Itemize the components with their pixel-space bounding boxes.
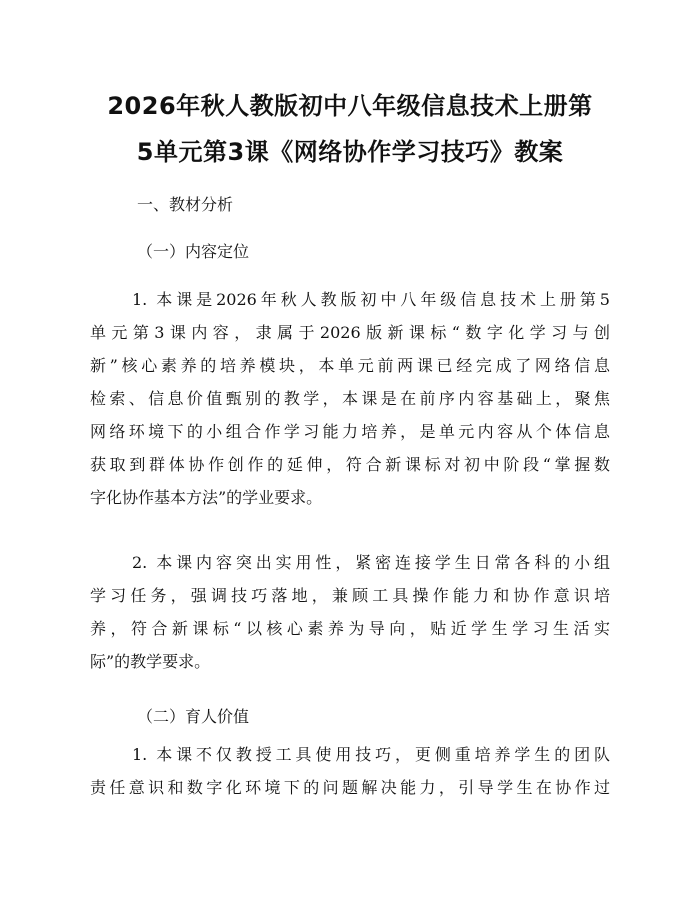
paragraph-line: 学习任务，强调技巧落地，兼顾工具操作能力和协作意识培 — [90, 586, 610, 605]
subsection-heading-content-positioning: （一）内容定位 — [137, 242, 250, 261]
paragraph-educational-value-1 — [90, 738, 610, 804]
paragraph-line: 2. 本课内容突出实用性，紧密连接学生日常各科的小组 — [132, 553, 610, 572]
paragraph-line: 网络环境下的小组合作学习能力培养，是单元内容从个体信息 — [90, 422, 610, 441]
paragraph-line: 新”核心素养的培养模块，本单元前两课已经完成了网络信息 — [90, 356, 610, 375]
paragraph-line: 1. 本课不仅教授工具使用技巧，更侧重培养学生的团队 — [132, 745, 610, 764]
paragraph-line: 单元第3课内容，隶属于2026版新课标“数字化学习与创 — [90, 323, 610, 342]
paragraph-line: 养，符合新课标“以核心素养为导向，贴近学生学习生活实 — [90, 619, 610, 638]
paragraph-line: 检索、信息价值甄别的教学，本课是在前序内容基础上，聚焦 — [90, 389, 610, 408]
document-title-line-1: 2026年秋人教版初中八年级信息技术上册第 — [107, 92, 593, 120]
paragraph-line: 获取到群体协作创作的延伸，符合新课标对初中阶段“掌握数 — [90, 455, 610, 474]
paragraph-line: 字化协作基本方法”的学业要求。 — [90, 488, 323, 507]
paragraph-content-positioning-2 — [90, 546, 610, 678]
paragraph-line: 责任意识和数字化环境下的问题解决能力，引导学生在协作过 — [90, 778, 610, 797]
section-heading-textbook-analysis: 一、教材分析 — [137, 195, 234, 214]
subsection-heading-educational-value: （二）育人价值 — [137, 707, 250, 726]
paragraph-line: 1. 本课是2026年秋人教版初中八年级信息技术上册第5 — [132, 290, 610, 309]
paragraph-line: 际”的教学要求。 — [90, 652, 211, 671]
paragraph-content-positioning-1 — [90, 283, 610, 514]
document-title-line-2: 5单元第3课《网络协作学习技巧》教案 — [136, 138, 564, 166]
